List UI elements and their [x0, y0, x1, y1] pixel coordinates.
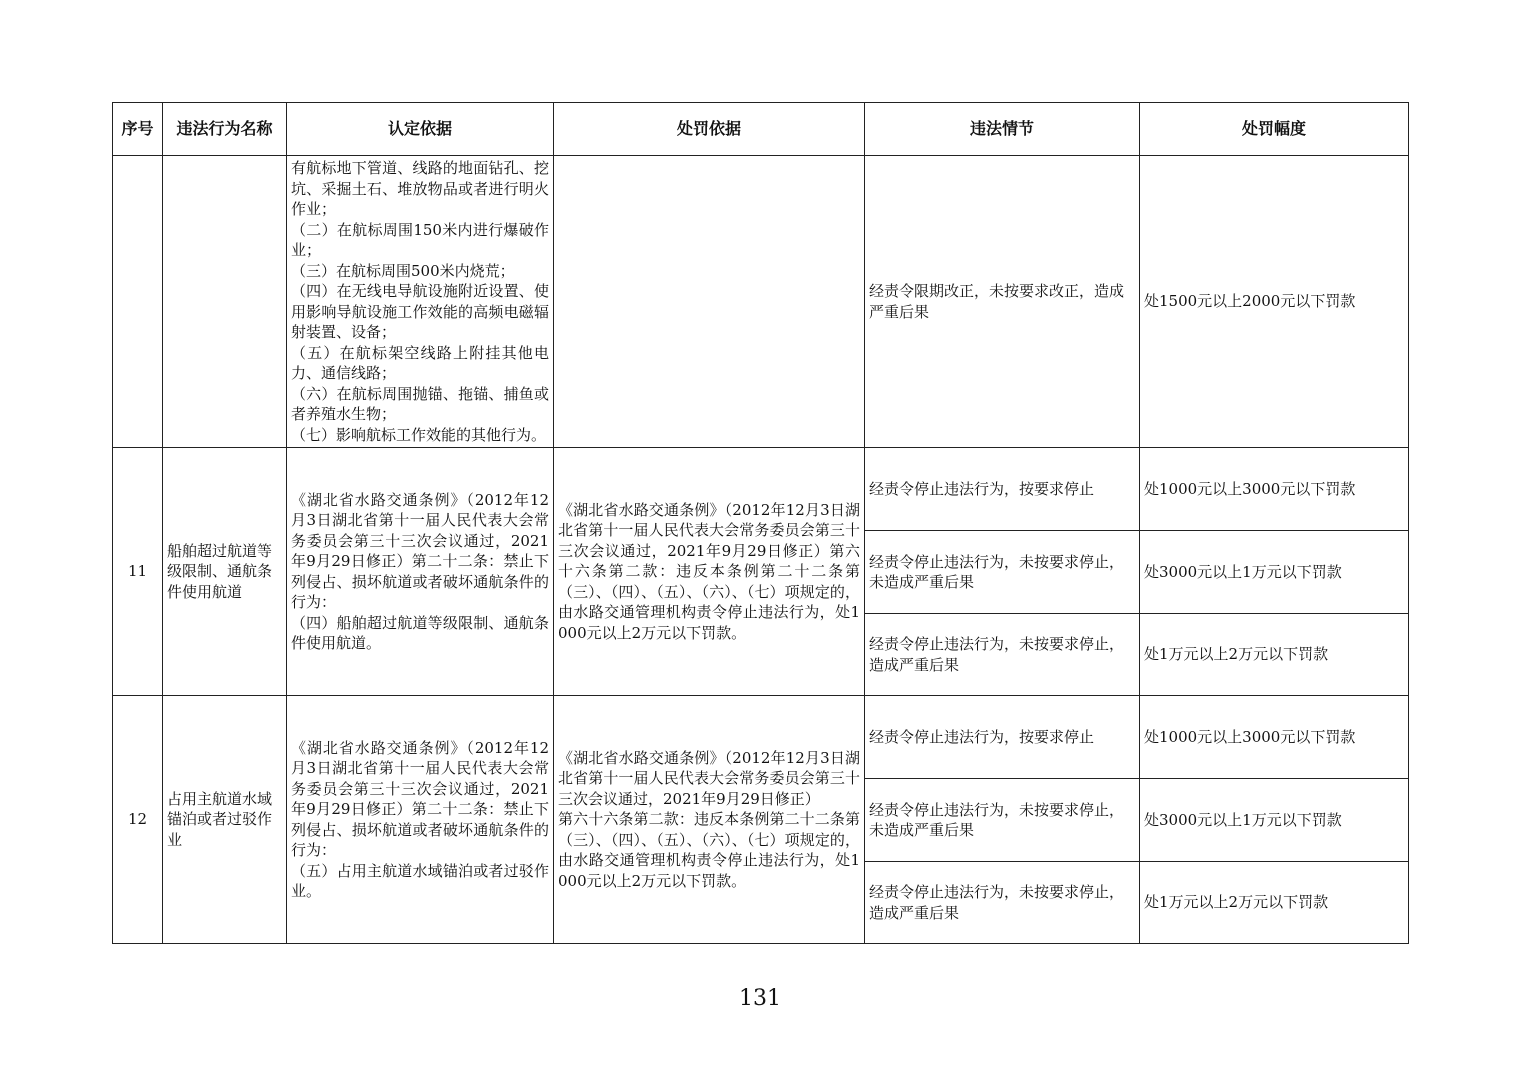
violation-name-cell: 占用主航道水域锚泊或者过驳作业 — [163, 696, 287, 944]
penalty-range-cell: 处3000元以上1万元以下罚款 — [1140, 531, 1409, 614]
basis-line: （三）在航标周围500米内烧荒； — [291, 261, 515, 280]
table-row — [113, 448, 1409, 531]
penalty-basis-cell — [554, 696, 865, 944]
table-row — [113, 696, 1409, 779]
header-penalty-range: 处罚幅度 — [1140, 103, 1409, 156]
basis-line: 《湖北省水路交通条例》（2012年12月3日湖北省第十一届人民代表大会常务委员会第三十三次会议通过，2021年9月29日修正）第二十二条：禁止下列侵占、损坏航道或者破坏通航条件的行为： — [291, 490, 549, 611]
basis-line: （四）船舶超过航道等级限制、通航条件使用航道。 — [291, 613, 549, 652]
penalty-range-cell: 处1000元以上3000元以下罚款 — [1140, 448, 1409, 531]
identification-basis-cell — [287, 696, 554, 944]
basis-line: 有航标地下管道、线路的地面钻孔、挖坑、采掘土石、堆放物品或者进行明火作业； — [291, 159, 549, 218]
header-penalty-basis: 处罚依据 — [554, 103, 865, 156]
circumstance-cell: 经责令停止违法行为，按要求停止 — [865, 448, 1140, 531]
basis-line: （六）在航标周围抛锚、拖锚、捕鱼或者养殖水生物； — [291, 384, 549, 423]
basis-line: （五）占用主航道水域锚泊或者过驳作业。 — [291, 861, 549, 900]
table-row-continued — [113, 156, 1409, 448]
basis-line: （七）影响航标工作效能的其他行为。 — [291, 425, 547, 444]
basis-line: （四）在无线电导航设施附近设置、使用影响导航设施工作效能的高频电磁辐射装置、设备； — [291, 282, 549, 341]
punish-line: 《湖北省水路交通条例》（2012年12月3日湖北省第十一届人民代表大会常务委员会第三十三次会议通过，2021年9月29日修正） — [558, 748, 860, 808]
basis-line: 《湖北省水路交通条例》（2012年12月3日湖北省第十一届人民代表大会常务委员会第三十三次会议通过，2021年9月29日修正）第二十二条：禁止下列侵占、损坏航道或者破坏通航条件的行为： — [291, 738, 549, 859]
penalty-range-cell: 处1万元以上2万元以下罚款 — [1140, 614, 1409, 696]
seq-cell: 11 — [113, 448, 163, 696]
header-row — [113, 103, 1409, 156]
circumstance-cell: 经责令停止违法行为，未按要求停止，造成严重后果 — [865, 862, 1140, 944]
seq-cell — [113, 156, 163, 448]
header-violation-name: 违法行为名称 — [163, 103, 287, 156]
penalty-basis-cell — [554, 448, 865, 696]
penalty-range-cell: 处1000元以上3000元以下罚款 — [1140, 696, 1409, 779]
circumstance-cell: 经责令停止违法行为，按要求停止 — [865, 696, 1140, 779]
penalty-range-cell: 处3000元以上1万元以下罚款 — [1140, 779, 1409, 862]
violation-name-cell — [163, 156, 287, 448]
circumstance-cell: 经责令停止违法行为，未按要求停止，造成严重后果 — [865, 614, 1140, 696]
punish-line: 第六十六条第二款：违反本条例第二十二条第（三）、（四）、（五）、（六）、（七）项规定的，由水路交通管理机构责令停止违法行为，处1000元以上2万元以下罚款。 — [558, 810, 860, 890]
penalty-range-cell: 处1万元以上2万元以下罚款 — [1140, 862, 1409, 944]
basis-line: （二）在航标周围150米内进行爆破作业； — [291, 220, 549, 259]
circumstance-cell: 经责令停止违法行为，未按要求停止，未造成严重后果 — [865, 779, 1140, 862]
violation-name-cell: 船舶超过航道等级限制、通航条件使用航道 — [163, 448, 287, 696]
circumstance-cell: 经责令限期改正，未按要求改正，造成严重后果 — [865, 156, 1140, 448]
page-number: 131 — [739, 986, 781, 1011]
punish-line: 《湖北省水路交通条例》（2012年12月3日湖北省第十一届人民代表大会常务委员会第三十三次会议通过，2021年9月29日修正）第六十六条第二款：违反本条例第二十二条第（三）、（四）、（五）、（六）、（七）项规定的，由水路交通管理机构责令停止违法行为，处1000元以上2万元以下罚款。 — [558, 500, 860, 642]
identification-basis-cell — [287, 156, 554, 448]
basis-line: （五）在航标架空线路上附挂其他电力、通信线路； — [291, 343, 549, 382]
identification-basis-cell — [287, 448, 554, 696]
header-identification-basis: 认定依据 — [287, 103, 554, 156]
penalty-standards-table — [112, 102, 1409, 944]
seq-cell: 12 — [113, 696, 163, 944]
header-seq: 序号 — [113, 103, 163, 156]
circumstance-cell: 经责令停止违法行为，未按要求停止，未造成严重后果 — [865, 531, 1140, 614]
penalty-range-cell: 处1500元以上2000元以下罚款 — [1140, 156, 1409, 448]
header-circumstance: 违法情节 — [865, 103, 1140, 156]
penalty-basis-cell — [554, 156, 865, 448]
